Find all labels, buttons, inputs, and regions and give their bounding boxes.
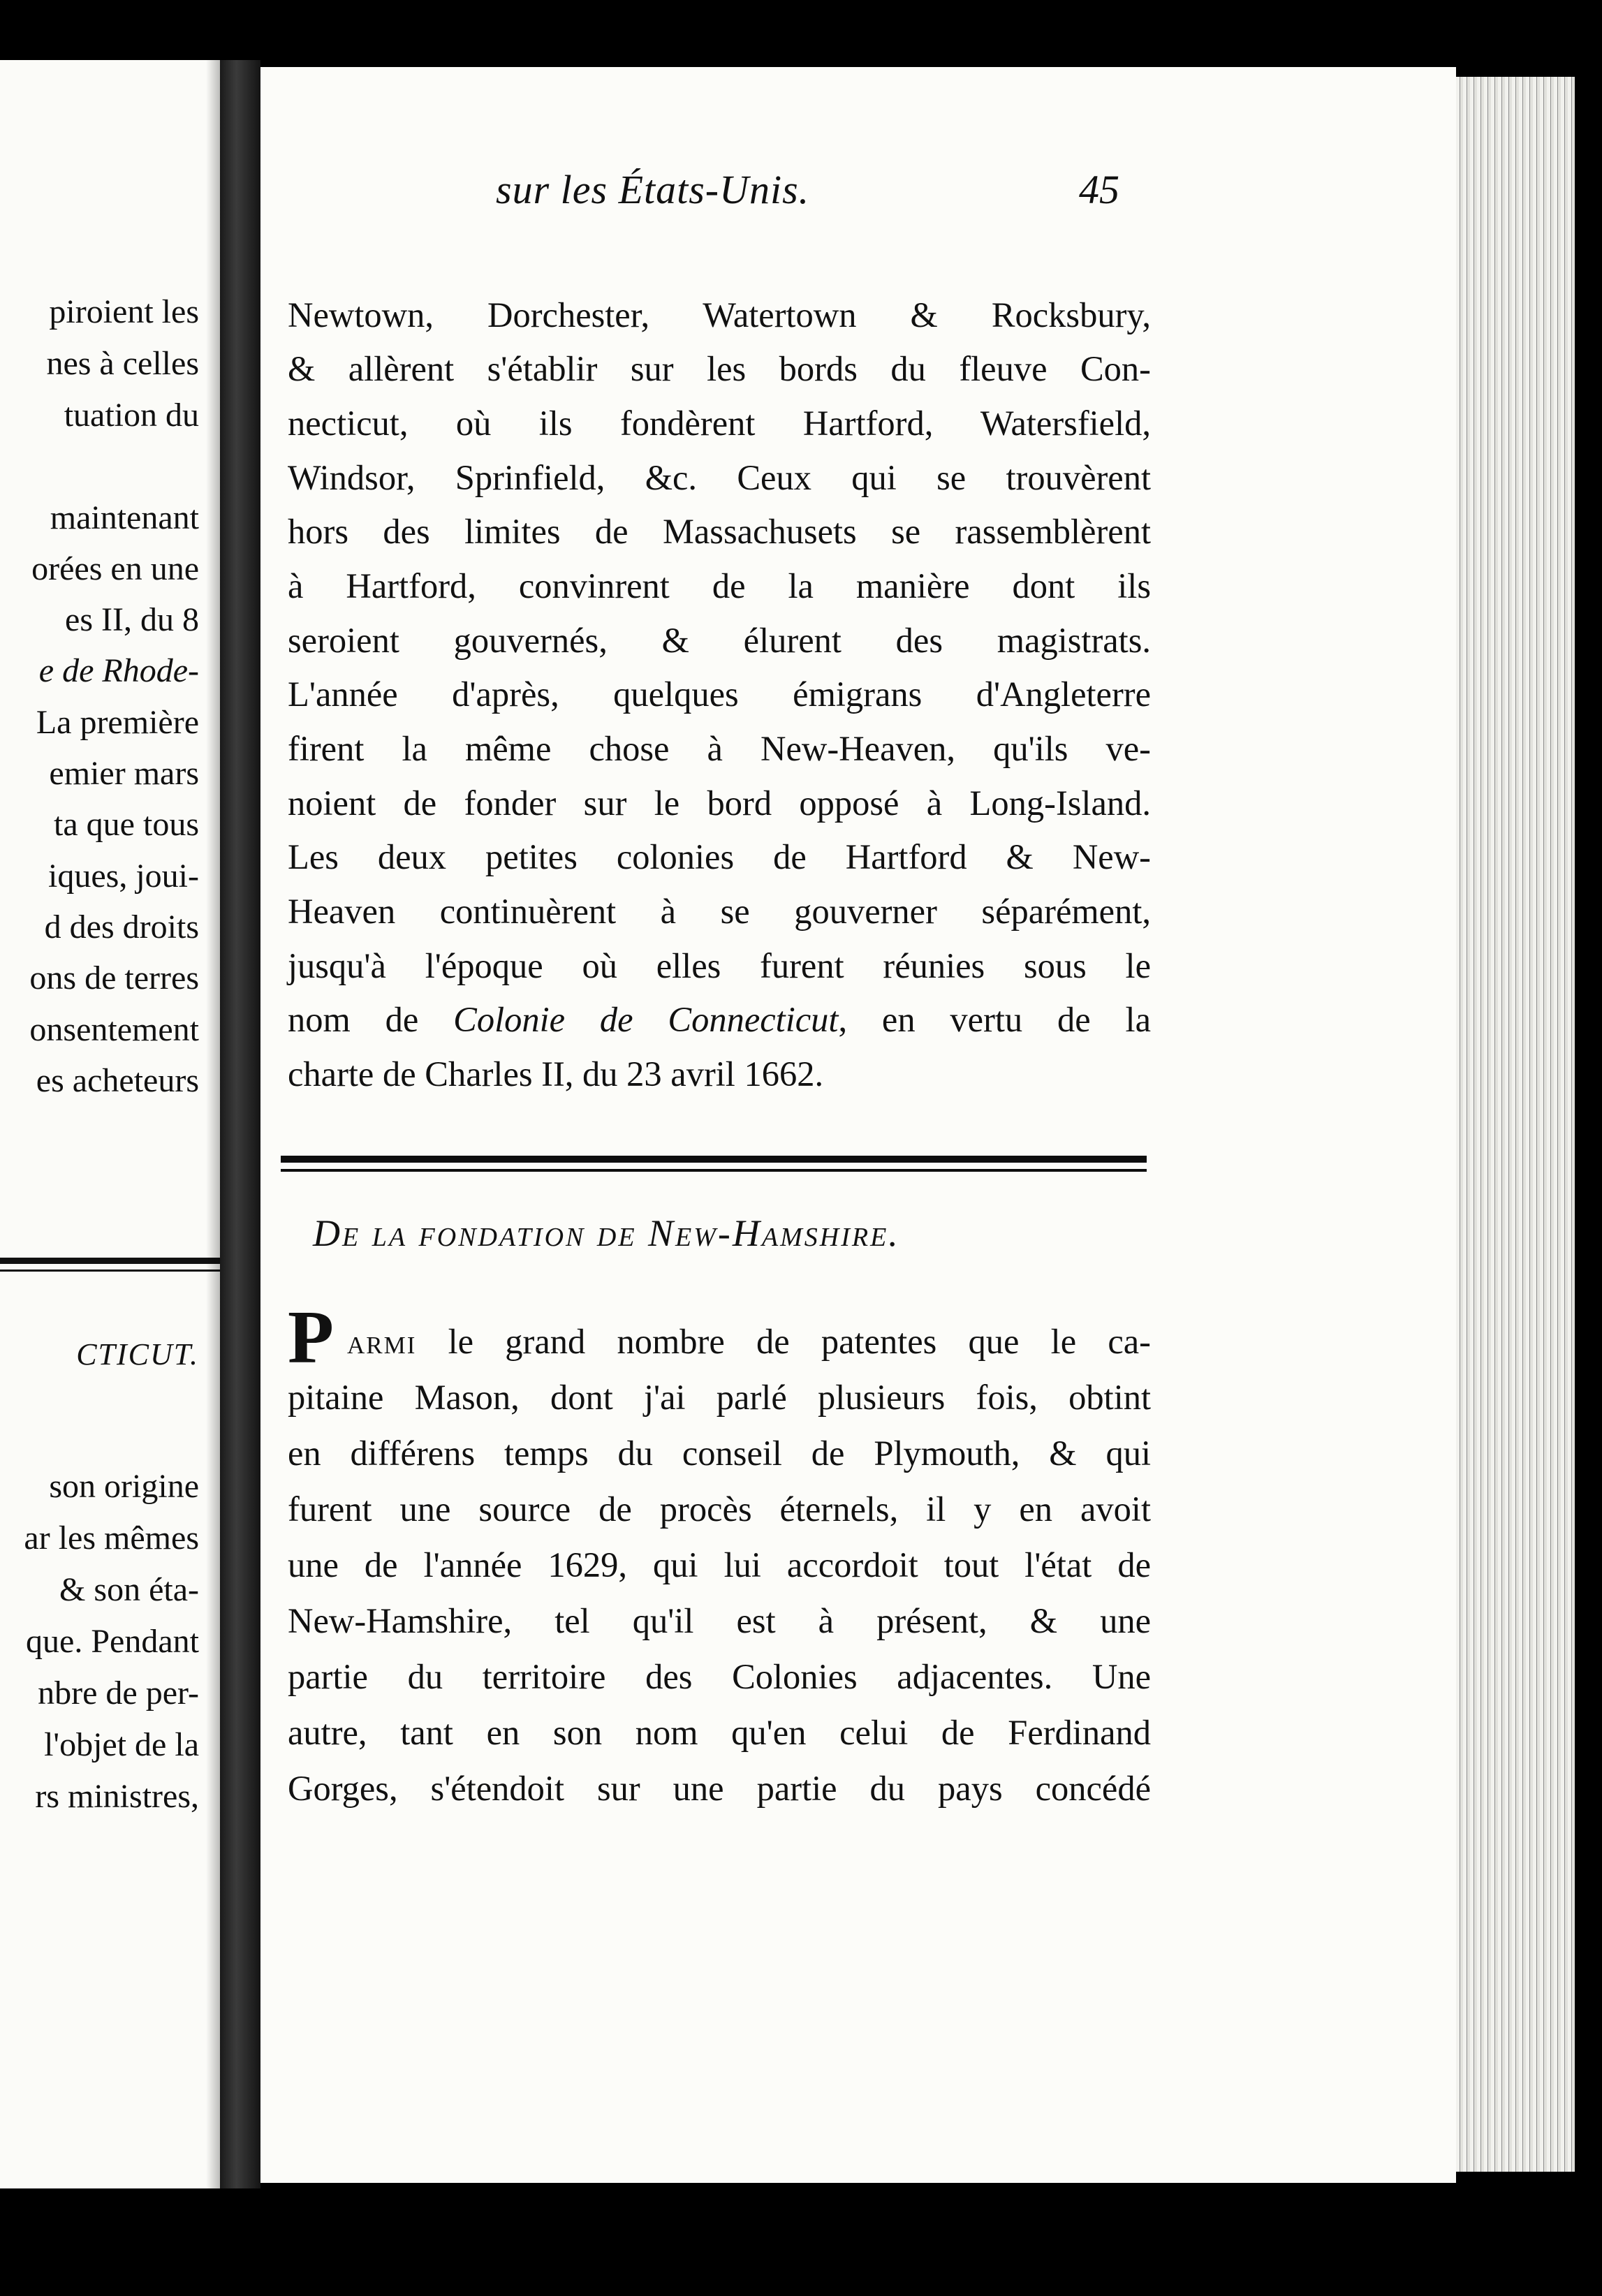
text-line: Les deux petites colonies de Hartford & New-: [288, 837, 1151, 876]
left-line: son origine: [49, 1468, 199, 1505]
text-line: [347, 1320, 1151, 1363]
section-rule-thick: [281, 1156, 1147, 1163]
book-spine: [220, 60, 260, 2188]
left-line: piroient les: [49, 293, 199, 330]
left-line: orées en une: [31, 550, 199, 587]
left-line: es acheteurs: [36, 1062, 199, 1099]
page-edges: [1456, 77, 1575, 2172]
left-line: es II, du 8: [65, 601, 199, 638]
text-span: nom de: [288, 1000, 454, 1039]
text-line: Windsor, Sprinfield, &c. Ceux qui se trouvèrent: [288, 458, 1151, 497]
smallcaps-word: armi: [347, 1322, 417, 1361]
section-rule-thin: [281, 1169, 1147, 1172]
section-heading: De la fondation de New-Hamshire.: [313, 1212, 900, 1254]
left-line: nbre de per-: [38, 1675, 199, 1712]
page-number: 45: [1079, 167, 1119, 212]
left-line: nes à celles: [46, 345, 199, 382]
text-line: & allèrent s'établir sur les bords du fleuve Con-: [288, 349, 1151, 388]
text-line: Heaven continuèrent à se gouverner séparément,: [288, 892, 1151, 931]
text-line: à Hartford, convinrent de la manière dont ils: [288, 566, 1151, 605]
left-line: ar les mêmes: [24, 1519, 199, 1557]
left-line: iques, joui-: [48, 858, 199, 895]
text-line: en différens temps du conseil de Plymouth, & qui: [288, 1434, 1151, 1473]
left-line: La première: [36, 704, 199, 741]
text-line: charte de Charles II, du 23 avril 1662.: [288, 1054, 824, 1094]
italic-colony-name: Colonie de Connecticut: [453, 1000, 839, 1039]
text-line-with-italic: [288, 998, 1151, 1041]
text-line: partie du territoire des Colonies adjacentes. Une: [288, 1657, 1151, 1696]
left-rule: [0, 1270, 220, 1272]
left-line: rs ministres,: [35, 1778, 199, 1815]
text-line: firent la même chose à New-Heaven, qu'ils ve-: [288, 729, 1151, 768]
text-line: autre, tant en son nom qu'en celui de Ferdinand: [288, 1713, 1151, 1752]
text-line: New-Hamshire, tel qu'il est à présent, & une: [288, 1601, 1151, 1640]
text-line: hors des limites de Massachusets se rassemblèrent: [288, 512, 1151, 551]
left-heading: CTICUT.: [76, 1337, 199, 1371]
left-line: ta que tous: [54, 806, 199, 843]
left-line: emier mars: [49, 755, 199, 792]
running-head-title: sur les États-Unis.: [496, 167, 810, 212]
left-line: & son éta-: [59, 1571, 199, 1608]
left-line: que. Pendant: [26, 1623, 199, 1660]
left-line: onsentement: [29, 1011, 199, 1048]
text-line: pitaine Mason, dont j'ai parlé plusieurs fois, obtint: [288, 1378, 1151, 1417]
text-span: , en vertu de la: [838, 1000, 1151, 1039]
text-line: furent une source de procès éternels, il y en avoit: [288, 1489, 1151, 1529]
gutter-shadow: [206, 60, 220, 2188]
left-line: d des droits: [44, 908, 199, 945]
left-line: maintenant: [50, 499, 199, 536]
left-line: l'objet de la: [44, 1726, 199, 1763]
text-line: seroient gouvernés, & élurent des magistrats.: [288, 621, 1151, 660]
left-line: tuation du: [64, 397, 199, 434]
left-facing-page: [0, 60, 220, 2188]
left-line: e de Rhode-: [38, 652, 199, 689]
running-head: [237, 166, 1180, 229]
left-rule: [0, 1258, 220, 1264]
text-line: Gorges, s'étendoit sur une partie du pays concédé: [288, 1769, 1151, 1808]
text-line: noient de fonder sur le bord opposé à Long-Island.: [288, 783, 1151, 823]
left-line: ons de terres: [29, 959, 199, 996]
text-line: jusqu'à l'époque où elles furent réunies sous le: [288, 946, 1151, 985]
text-line: necticut, où ils fondèrent Hartford, Watersfield,: [288, 404, 1151, 443]
text-line: Newtown, Dorchester, Watertown & Rocksbury,: [288, 295, 1151, 334]
text-line: L'année d'après, quelques émigrans d'Angleterre: [288, 675, 1151, 714]
drop-cap: P: [288, 1296, 334, 1379]
text-span: le grand nombre de patentes que le ca-: [416, 1322, 1151, 1361]
text-line: une de l'année 1629, qui lui accordoit tout l'état de: [288, 1545, 1151, 1584]
